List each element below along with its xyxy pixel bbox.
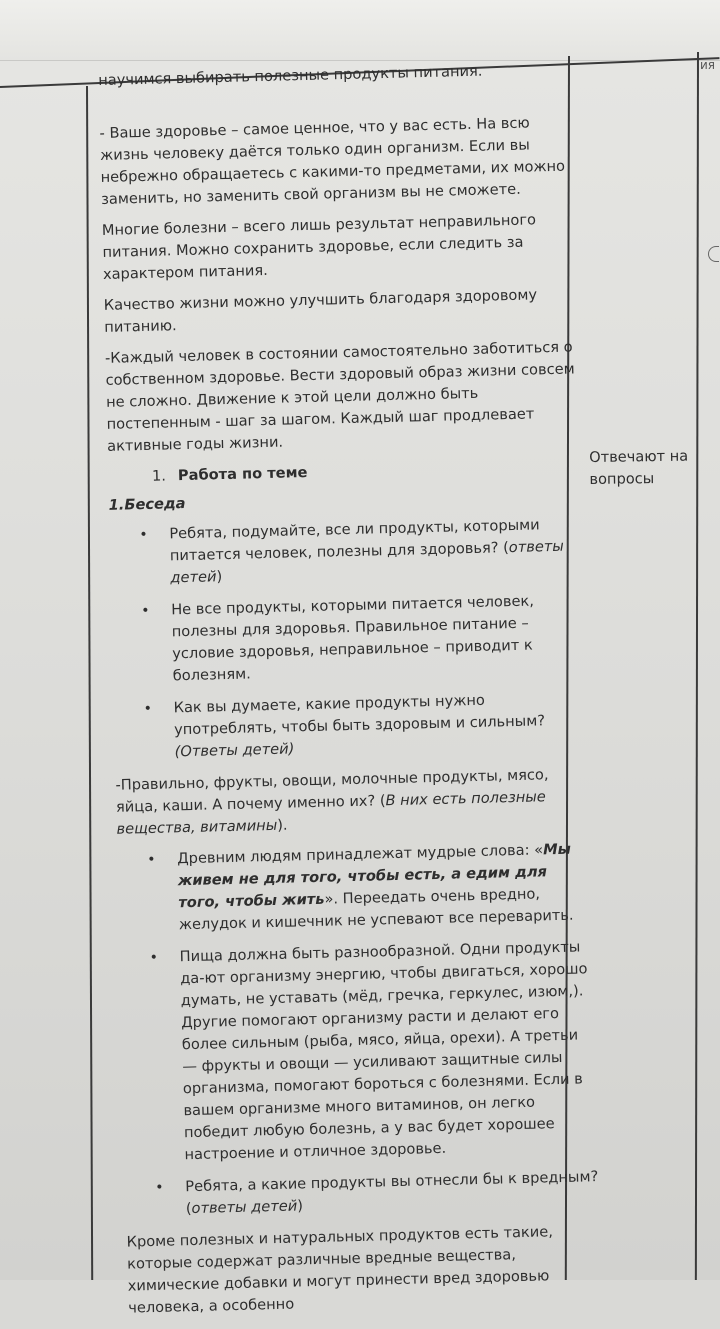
paragraph-quality: Качество жизни можно улучшить благодаря здоровому питанию. — [103, 286, 538, 336]
paragraph-self-care: -Каждый человек в состоянии самостоятельно заботиться о собственном здоровье. Вести здоровый образ жизни совсем не сложно. Движение к этой цели должно быть постепенным - шаг за шагом. Каждый шаг продлевает активные годы жизни. — [104, 338, 575, 455]
list-item: • Ребята, подумайте, все ли продукты, которыми питается человек, полезны для здоровья? (ответы детей) — [109, 513, 585, 591]
section-heading — [108, 455, 583, 489]
list-item: • Ребята, а какие продукты вы отнесли бы к вредным? (ответы детей) — [125, 1166, 601, 1222]
list-item: • Не все продукты, которыми питается человек, полезны для здоровья. Правильное питание – условие здоровья, неправильное – приводит к болезням. — [111, 589, 588, 689]
paragraph-diseases: Многие болезни – всего лишь результат неправильного питания. Можно сохранить здоровье, если следить за характером питания. — [101, 211, 537, 283]
bullet-list-2 — [117, 838, 601, 1221]
section-number: 1. — [151, 467, 167, 485]
subsection-title: 1.Беседа — [108, 494, 186, 514]
main-column — [98, 58, 604, 1328]
table-left-border — [86, 86, 93, 1280]
table-right-border — [695, 52, 699, 1280]
edge-mark — [708, 246, 719, 262]
paragraph-health: - Ваше здоровье – самое ценное, что у вас есть. На всю жизнь человеку даётся только один организм. Если вы небрежно обращаетесь с какими-то предметами, их можно заменить, но заменить свой организм вы не сможете. — [99, 114, 566, 208]
paragraph-closing: Кроме полезных и натуральных продуктов есть такие, которые содержат различные вредные вещества, химические добавки и могут принести вред здоровью человека, а особенно — [126, 1223, 554, 1317]
list-item: • Пища должна быть разнообразной. Одни продукты да-ют организму энергию, чтобы двигаться, хорошо думать, не уставать (мёд, гречка, геркулес, изюм,). Другие помогают организму расти и делают его более сильным (рыба, мясо, яйца, орехи). А третьи — фрукты и овощи — усиливают защитные силы организма, помогают бороться с болезнями. Если в вашем организме много витаминов, он легко победит любую болезнь, а у вас будет хорошее настроение и отличное здоровье. — [119, 936, 599, 1168]
edge-text: ия — [700, 58, 716, 72]
bullet-list-1 — [109, 513, 590, 765]
section-title: Работа по теме — [177, 464, 308, 485]
intro-line: научимся выбирать полезные продукты питания. — [98, 62, 483, 89]
list-item: • Древним людям принадлежат мудрые слова: «Мы живем не для того, чтобы есть, а едим для того, чтобы жить». Переедать очень вредно, желудок и кишечник не успевают все переварить. — [117, 838, 594, 938]
list-item: • Как вы думаете, какие продукты нужно употреблять, чтобы быть здоровым и сильным? (Ответы детей) — [113, 687, 589, 765]
paragraph-answer: -Правильно, фрукты, овощи, молочные продукты, мясо, яйца, каши. А почему именно их? (В них есть полезные вещества, витамины). — [115, 766, 549, 838]
top-sheet-edge — [0, 0, 720, 61]
students-activity-cell: Отвечают на вопросы — [589, 447, 689, 488]
